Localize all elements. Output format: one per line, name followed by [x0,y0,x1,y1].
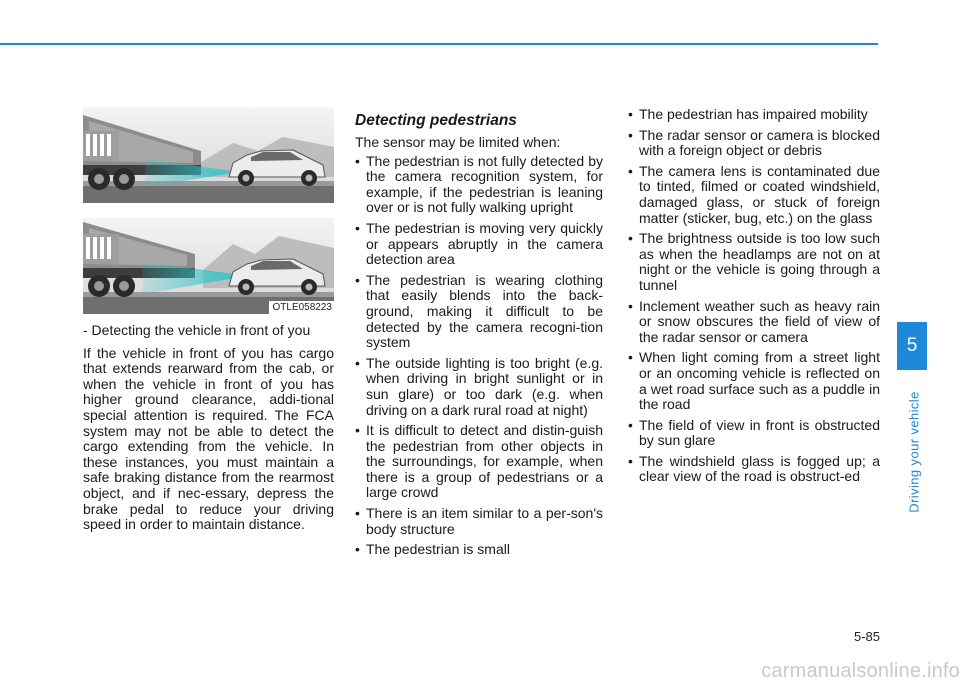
list-item: • It is difficult to detect and distin-guish the pedestrian from other objects in the surroundings, for example, when there is a group of pedestrians or a large crowd [355,423,603,501]
truck-cargo-illustration-icon [83,218,334,314]
list-item: • The brightness outside is too low such as when the headlamps are not on at night or the vehicle is going through a tunnel [628,231,880,293]
list-item: • Inclement weather such as heavy rain or snow obscures the field of view of the radar sensor or camera [628,299,880,346]
limitations-list-continued [628,107,880,485]
list-item: • There is an item similar to a per-son's body structure [355,506,603,537]
list-item: • The pedestrian is moving very quickly or appears abruptly in the camera detection area [355,221,603,268]
left-column [83,107,334,533]
figure-caption: - Detecting the vehicle in front of you [83,322,311,338]
limitations-list [355,154,603,558]
list-item: • The field of view in front is obstructed by sun glare [628,418,880,449]
list-item: • The camera lens is contaminated due to tinted, filmed or coated windshield, damaged glass, or stuck of foreign matter (sticker, bug, etc.) on the glass [628,164,880,226]
section-heading: Detecting pedestrians [355,112,517,129]
header-rule [0,43,878,45]
chapter-title: Driving your vehicle [906,391,922,513]
figure-truck-cargo-upper [83,107,334,203]
list-item: • The pedestrian has impaired mobility [628,107,880,123]
list-item: • The pedestrian is not fully detected by the camera recognition system, for example, if the pedestrian is leaning over or is not fully walking upright [355,154,603,216]
middle-column [355,112,603,563]
list-item: • When light coming from a street light or an oncoming vehicle is reflected on a wet road surface such as a puddle in the road [628,350,880,412]
figure-truck-cargo-lower [83,218,334,314]
watermark[interactable]: carmanualsonline.info [761,660,960,682]
chapter-label [902,372,926,532]
truck-cargo-illustration-icon [83,107,334,203]
list-item: • The outside lighting is too bright (e.g. when driving in bright sunlight or in sun glare) or too dark (e.g. when driving on a dark rural road at night) [355,356,603,418]
list-item: • The pedestrian is wearing clothing that easily blends into the back-ground, making it difficult to be detected by the camera recogni-tion system [355,273,603,351]
list-item: • The pedestrian is small [355,542,603,558]
section-intro: The sensor may be limited when: [355,134,561,150]
chapter-number: 5 [906,335,918,356]
list-item: • The radar sensor or camera is blocked with a foreign object or debris [628,128,880,159]
chapter-tab[interactable] [897,322,927,370]
right-column [628,107,880,490]
figure-code: OTLE058223 [269,301,335,314]
page-number: 5-85 [853,629,880,644]
list-item: • The windshield glass is fogged up; a clear view of the road is obstruct-ed [628,454,880,485]
cargo-paragraph: If the vehicle in front of you has cargo that extends rearward from the cab, or when the vehicle in front of you has higher ground clearance, addi-tional special attention is required. The FCA system may not be able to detect the cargo extending from the vehicle. In these instances, you must maintain a safe braking distance from the rearmost object, and if nec-essary, depress the brake pedal to reduce your driving speed in order to maintain distance. [83,344,334,533]
